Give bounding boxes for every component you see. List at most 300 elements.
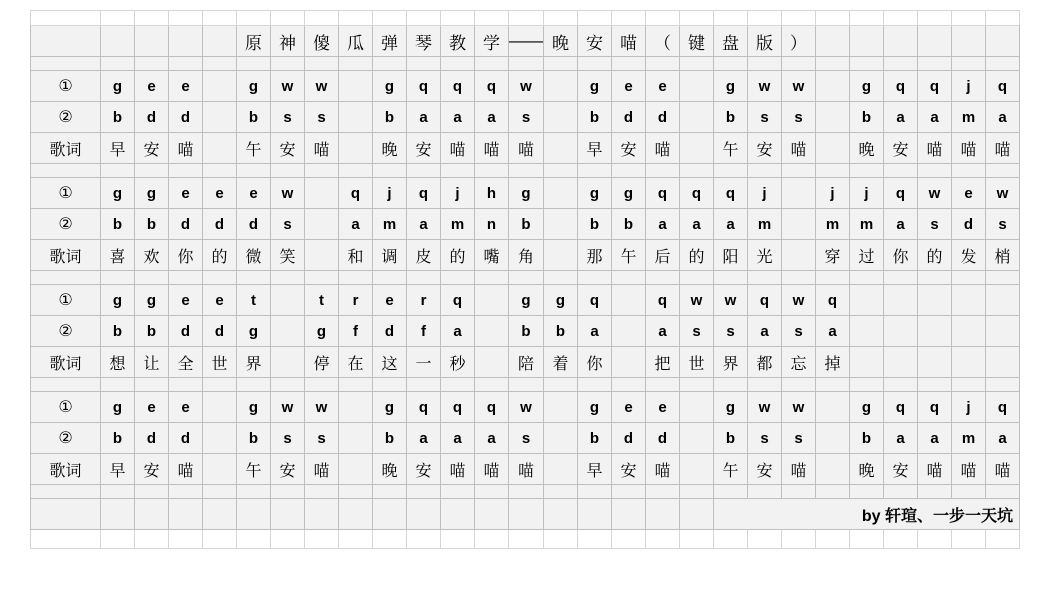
empty-cell: [544, 209, 578, 240]
tab-cell: m: [952, 102, 986, 133]
tab-cell: 晚: [850, 133, 884, 164]
row-label-lyrics: 歌词: [31, 133, 101, 164]
title-char: 学: [475, 26, 509, 57]
tab-cell: w: [271, 392, 305, 423]
tab-cell: w: [271, 71, 305, 102]
tab-cell: a: [918, 423, 952, 454]
tab-cell: e: [135, 71, 169, 102]
tab-cell: b: [237, 102, 271, 133]
empty-cell: [31, 164, 101, 178]
tab-cell: b: [509, 316, 544, 347]
tab-cell: d: [169, 423, 203, 454]
tab-cell: m: [850, 209, 884, 240]
empty-cell: [714, 57, 748, 71]
tab-cell: s: [271, 423, 305, 454]
empty-cell: [339, 530, 373, 549]
tab-cell: b: [578, 102, 612, 133]
empty-cell: [578, 499, 612, 530]
empty-cell: [612, 485, 646, 499]
tab-cell: w: [782, 71, 816, 102]
empty-cell: [373, 530, 407, 549]
empty-cell: [407, 271, 441, 285]
title-char: ）: [782, 26, 816, 57]
tab-cell: d: [203, 316, 237, 347]
tab-cell: 和: [339, 240, 373, 271]
tab-cell: a: [748, 316, 782, 347]
tab-cell: 调: [373, 240, 407, 271]
tab-cell: e: [169, 178, 203, 209]
empty-cell: [646, 57, 680, 71]
empty-cell: [271, 499, 305, 530]
tab-cell: s: [782, 102, 816, 133]
empty-cell: [816, 102, 850, 133]
tab-cell: g: [578, 178, 612, 209]
empty-cell: [680, 71, 714, 102]
empty-cell: [884, 26, 918, 57]
empty-cell: [816, 71, 850, 102]
tab-cell: 喵: [986, 133, 1020, 164]
tab-cell: 穿: [816, 240, 850, 271]
tab-cell: d: [646, 423, 680, 454]
tab-cell: a: [475, 423, 509, 454]
music-tab-table: [30, 10, 1020, 549]
tab-cell: d: [373, 316, 407, 347]
empty-cell: [407, 499, 441, 530]
tab-cell: w: [782, 285, 816, 316]
tab-cell: 晚: [373, 133, 407, 164]
empty-cell: [884, 485, 918, 499]
empty-cell: [646, 271, 680, 285]
empty-cell: [373, 499, 407, 530]
empty-cell: [203, 164, 237, 178]
empty-cell: [475, 316, 509, 347]
tab-cell: 想: [101, 347, 135, 378]
empty-cell: [884, 11, 918, 26]
tab-cell: s: [748, 102, 782, 133]
tab-cell: d: [612, 423, 646, 454]
empty-cell: [31, 378, 101, 392]
tab-cell: s: [918, 209, 952, 240]
empty-cell: [748, 57, 782, 71]
empty-cell: [952, 26, 986, 57]
tab-cell: 皮: [407, 240, 441, 271]
table-row: [31, 209, 1020, 240]
empty-cell: [101, 11, 135, 26]
tab-cell: s: [271, 102, 305, 133]
tab-cell: b: [101, 102, 135, 133]
tab-cell: 午: [237, 454, 271, 485]
empty-cell: [816, 26, 850, 57]
tab-cell: w: [305, 71, 339, 102]
tab-cell: 喵: [169, 133, 203, 164]
tab-cell: a: [407, 209, 441, 240]
empty-cell: [714, 271, 748, 285]
empty-cell: [986, 57, 1020, 71]
tab-cell: s: [509, 102, 544, 133]
empty-cell: [952, 347, 986, 378]
empty-cell: [680, 57, 714, 71]
empty-cell: [407, 530, 441, 549]
tab-cell: r: [339, 285, 373, 316]
empty-cell: [203, 392, 237, 423]
empty-cell: [816, 392, 850, 423]
tab-cell: 陪: [509, 347, 544, 378]
tab-cell: j: [441, 178, 475, 209]
empty-cell: [680, 271, 714, 285]
tab-cell: q: [441, 285, 475, 316]
empty-cell: [101, 164, 135, 178]
tab-cell: q: [407, 71, 441, 102]
empty-cell: [271, 271, 305, 285]
tab-cell: a: [816, 316, 850, 347]
empty-cell: [441, 271, 475, 285]
tab-cell: 发: [952, 240, 986, 271]
tab-cell: q: [646, 285, 680, 316]
empty-cell: [169, 271, 203, 285]
tab-cell: b: [373, 102, 407, 133]
empty-cell: [31, 57, 101, 71]
tab-cell: a: [884, 423, 918, 454]
empty-cell: [169, 164, 203, 178]
empty-cell: [612, 271, 646, 285]
empty-cell: [305, 378, 339, 392]
tab-cell: t: [305, 285, 339, 316]
tab-cell: q: [884, 392, 918, 423]
empty-cell: [169, 499, 203, 530]
tab-cell: 喵: [918, 454, 952, 485]
empty-cell: [169, 11, 203, 26]
tab-cell: e: [169, 285, 203, 316]
empty-cell: [918, 530, 952, 549]
empty-cell: [714, 530, 748, 549]
empty-cell: [271, 347, 305, 378]
empty-cell: [135, 530, 169, 549]
tab-cell: s: [782, 423, 816, 454]
tab-cell: r: [407, 285, 441, 316]
tab-cell: b: [101, 209, 135, 240]
empty-cell: [203, 71, 237, 102]
tab-cell: e: [612, 392, 646, 423]
empty-cell: [782, 11, 816, 26]
empty-cell: [135, 164, 169, 178]
empty-cell: [748, 271, 782, 285]
empty-cell: [305, 499, 339, 530]
tab-cell: 安: [884, 454, 918, 485]
empty-cell: [714, 164, 748, 178]
tab-cell: j: [850, 178, 884, 209]
tab-cell: a: [407, 102, 441, 133]
tab-cell: 午: [714, 454, 748, 485]
empty-cell: [748, 378, 782, 392]
tab-cell: 你: [884, 240, 918, 271]
tab-cell: 喵: [509, 454, 544, 485]
table-row: [31, 133, 1020, 164]
empty-cell: [646, 499, 680, 530]
empty-cell: [884, 378, 918, 392]
tab-cell: a: [441, 423, 475, 454]
empty-cell: [339, 164, 373, 178]
tab-cell: s: [782, 316, 816, 347]
tab-cell: s: [986, 209, 1020, 240]
tab-cell: b: [101, 423, 135, 454]
empty-cell: [816, 11, 850, 26]
empty-cell: [475, 347, 509, 378]
tab-cell: q: [407, 178, 441, 209]
empty-cell: [305, 485, 339, 499]
tab-cell: a: [918, 102, 952, 133]
empty-cell: [782, 209, 816, 240]
empty-cell: [918, 347, 952, 378]
empty-cell: [271, 485, 305, 499]
empty-cell: [646, 164, 680, 178]
tab-cell: 午: [237, 133, 271, 164]
empty-cell: [509, 271, 544, 285]
empty-cell: [850, 347, 884, 378]
tab-cell: 安: [135, 133, 169, 164]
tab-cell: n: [475, 209, 509, 240]
tab-cell: a: [475, 102, 509, 133]
empty-cell: [237, 499, 271, 530]
tab-cell: e: [135, 392, 169, 423]
tab-cell: d: [203, 209, 237, 240]
empty-cell: [680, 392, 714, 423]
empty-cell: [305, 530, 339, 549]
empty-cell: [509, 530, 544, 549]
title-char: 版: [748, 26, 782, 57]
empty-cell: [237, 11, 271, 26]
tab-cell: q: [884, 178, 918, 209]
tab-cell: a: [646, 316, 680, 347]
tab-cell: 安: [612, 454, 646, 485]
tab-cell: q: [578, 285, 612, 316]
tab-cell: q: [986, 71, 1020, 102]
tab-cell: 喵: [782, 454, 816, 485]
table-row: [31, 240, 1020, 271]
title-char: 喵: [612, 26, 646, 57]
empty-cell: [441, 57, 475, 71]
empty-cell: [203, 485, 237, 499]
tab-cell: q: [918, 71, 952, 102]
tab-cell: j: [748, 178, 782, 209]
empty-cell: [816, 454, 850, 485]
empty-cell: [203, 530, 237, 549]
empty-cell: [782, 378, 816, 392]
tab-cell: 喵: [169, 454, 203, 485]
row-label-track2: ②: [31, 423, 101, 454]
tab-cell: 阳: [714, 240, 748, 271]
table-row: [31, 178, 1020, 209]
credit-text: by 轩瑄、一步一天坑: [714, 499, 1020, 530]
empty-cell: [101, 499, 135, 530]
empty-cell: [203, 271, 237, 285]
tab-cell: g: [612, 178, 646, 209]
empty-cell: [339, 271, 373, 285]
tab-cell: s: [748, 423, 782, 454]
empty-cell: [918, 485, 952, 499]
empty-cell: [237, 530, 271, 549]
empty-cell: [612, 316, 646, 347]
tab-cell: q: [816, 285, 850, 316]
empty-cell: [918, 57, 952, 71]
empty-cell: [850, 57, 884, 71]
empty-cell: [918, 11, 952, 26]
empty-cell: [271, 11, 305, 26]
row-label-track1: ①: [31, 285, 101, 316]
tab-cell: 安: [884, 133, 918, 164]
tab-cell: a: [714, 209, 748, 240]
tab-cell: g: [714, 392, 748, 423]
empty-cell: [612, 285, 646, 316]
empty-cell: [544, 271, 578, 285]
tab-cell: 喵: [646, 454, 680, 485]
empty-cell: [680, 133, 714, 164]
empty-cell: [986, 378, 1020, 392]
spreadsheet-canvas: [0, 10, 1047, 610]
table-row: [31, 102, 1020, 133]
empty-cell: [203, 26, 237, 57]
empty-cell: [986, 347, 1020, 378]
tab-cell: b: [509, 209, 544, 240]
tab-cell: j: [952, 392, 986, 423]
empty-cell: [373, 378, 407, 392]
empty-cell: [816, 485, 850, 499]
tab-cell: e: [237, 178, 271, 209]
empty-cell: [101, 271, 135, 285]
empty-cell: [203, 57, 237, 71]
empty-cell: [850, 530, 884, 549]
empty-cell: [373, 57, 407, 71]
row-label-track2: ②: [31, 209, 101, 240]
tab-cell: 晚: [373, 454, 407, 485]
tab-cell: d: [135, 423, 169, 454]
tab-cell: b: [101, 316, 135, 347]
empty-cell: [135, 485, 169, 499]
empty-cell: [509, 378, 544, 392]
empty-cell: [544, 71, 578, 102]
empty-cell: [680, 11, 714, 26]
tab-cell: q: [339, 178, 373, 209]
empty-cell: [714, 378, 748, 392]
empty-cell: [680, 378, 714, 392]
empty-cell: [952, 285, 986, 316]
title-char: 盘: [714, 26, 748, 57]
empty-cell: [305, 57, 339, 71]
empty-cell: [884, 347, 918, 378]
empty-cell: [884, 164, 918, 178]
empty-cell: [305, 271, 339, 285]
empty-cell: [714, 485, 748, 499]
tab-cell: b: [578, 209, 612, 240]
empty-cell: [816, 57, 850, 71]
tab-cell: 着: [544, 347, 578, 378]
tab-cell: 安: [748, 454, 782, 485]
tab-cell: w: [782, 392, 816, 423]
empty-cell: [986, 285, 1020, 316]
tab-cell: 欢: [135, 240, 169, 271]
empty-cell: [884, 316, 918, 347]
empty-cell: [135, 499, 169, 530]
tab-cell: q: [918, 392, 952, 423]
empty-cell: [850, 485, 884, 499]
empty-cell: [612, 530, 646, 549]
tab-cell: b: [578, 423, 612, 454]
tab-cell: q: [680, 178, 714, 209]
empty-cell: [850, 26, 884, 57]
empty-cell: [271, 316, 305, 347]
empty-cell: [680, 164, 714, 178]
title-char: 弹: [373, 26, 407, 57]
tab-cell: b: [850, 102, 884, 133]
tab-cell: 喵: [305, 454, 339, 485]
tab-cell: 那: [578, 240, 612, 271]
empty-cell: [986, 11, 1020, 26]
empty-cell: [203, 102, 237, 133]
title-char: ——: [509, 26, 544, 57]
tab-cell: q: [441, 392, 475, 423]
tab-cell: 喵: [475, 454, 509, 485]
tab-cell: g: [237, 316, 271, 347]
tab-cell: f: [407, 316, 441, 347]
empty-cell: [509, 485, 544, 499]
empty-cell: [646, 530, 680, 549]
empty-cell: [169, 26, 203, 57]
empty-cell: [31, 530, 101, 549]
tab-cell: 午: [612, 240, 646, 271]
tab-cell: 安: [612, 133, 646, 164]
tab-cell: 喵: [305, 133, 339, 164]
table-row: [31, 347, 1020, 378]
table-row: [31, 71, 1020, 102]
tab-cell: s: [305, 102, 339, 133]
empty-cell: [237, 164, 271, 178]
empty-cell: [544, 423, 578, 454]
tab-cell: d: [135, 102, 169, 133]
title-char: 教: [441, 26, 475, 57]
tab-cell: q: [475, 392, 509, 423]
empty-cell: [203, 423, 237, 454]
row-label-track2: ②: [31, 102, 101, 133]
empty-cell: [918, 285, 952, 316]
table-row: [31, 392, 1020, 423]
tab-cell: 早: [101, 454, 135, 485]
empty-cell: [578, 378, 612, 392]
empty-cell: [884, 57, 918, 71]
tab-cell: 的: [680, 240, 714, 271]
empty-cell: [305, 178, 339, 209]
tab-cell: d: [952, 209, 986, 240]
tab-cell: d: [237, 209, 271, 240]
empty-cell: [884, 285, 918, 316]
empty-cell: [680, 499, 714, 530]
empty-cell: [544, 499, 578, 530]
tab-cell: g: [714, 71, 748, 102]
empty-cell: [816, 133, 850, 164]
tab-cell: g: [101, 285, 135, 316]
tab-cell: 笑: [271, 240, 305, 271]
empty-cell: [918, 378, 952, 392]
empty-cell: [271, 57, 305, 71]
empty-cell: [850, 164, 884, 178]
tab-cell: q: [475, 71, 509, 102]
empty-cell: [544, 240, 578, 271]
empty-cell: [544, 57, 578, 71]
title-char: 神: [271, 26, 305, 57]
tab-cell: w: [509, 71, 544, 102]
empty-cell: [305, 209, 339, 240]
row-label-track1: ①: [31, 392, 101, 423]
tab-cell: g: [509, 178, 544, 209]
tab-cell: m: [441, 209, 475, 240]
